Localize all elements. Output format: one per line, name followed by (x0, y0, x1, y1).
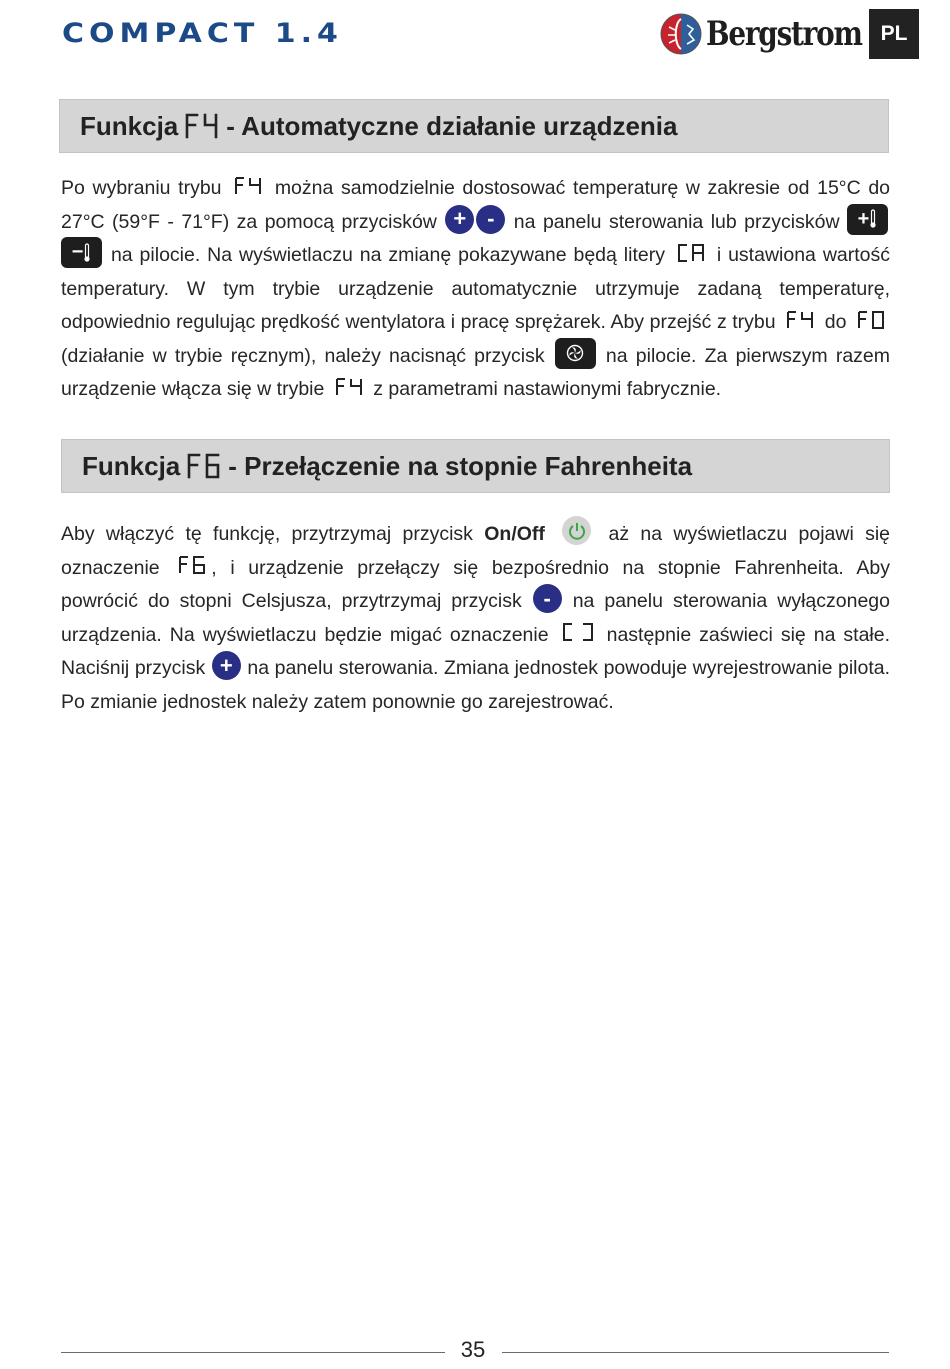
footer-rule-left (61, 1352, 445, 1353)
panel-minus-button-icon: - (533, 584, 562, 613)
segment-display-ca-icon (676, 243, 706, 263)
segment-display-f4-icon (785, 310, 815, 330)
text-fragment: następnie zaświeci się na stałe. Naciśnij przycisk (61, 623, 891, 679)
text-fragment: na panelu sterowania lub przycisków (513, 210, 840, 233)
text-fragment: aż na wyświetlaczu pojawi się oznaczenie (61, 523, 891, 579)
text-fragment: (działanie w trybie ręcznym), należy nacisnąć przycisk (61, 344, 545, 367)
panel-plus-button-icon: + (212, 651, 241, 680)
fan-icon (566, 344, 584, 362)
page-number: 35 (460, 1337, 486, 1362)
brand-globe-icon (660, 13, 702, 55)
plus-symbol: + (857, 207, 870, 230)
segment-display-f0-icon (856, 310, 886, 330)
segment-display-c-icon (561, 622, 595, 642)
thermometer-icon (83, 243, 91, 263)
page-header (0, 0, 950, 70)
segment-display-f4-icon (334, 377, 364, 397)
text-fragment: można samodzielnie dostosować temperaturę w zakresie od 15°C do 27°C (59°F - 71°F) za pomocą przycisków (61, 177, 891, 233)
section-title-prefix: Funkcja (82, 450, 181, 481)
on-off-label: On/Off (484, 523, 545, 545)
section-title-prefix: Funkcja (80, 110, 179, 141)
brand-name: Bergstrom (706, 14, 862, 54)
segment-display-f4-icon (184, 113, 220, 139)
power-icon (567, 521, 587, 541)
section-title-f6 (61, 439, 890, 493)
section-title-f4 (59, 99, 889, 153)
text-fragment: na pilocie. Na wyświetlaczu na zmianę pokazywane będą litery (110, 244, 665, 266)
text-fragment: na pilocie. Za pierwszym razem urządzenie włącza się w trybie (61, 344, 891, 400)
section-f6-body (61, 518, 890, 719)
power-button-icon (562, 516, 591, 545)
remote-fan-button-icon (555, 338, 596, 369)
section-f4-body (61, 172, 890, 407)
section-title-suffix: - Automatyczne działanie urządzenia (226, 110, 678, 141)
footer-rule-right (502, 1352, 889, 1353)
brand-logo (660, 10, 896, 58)
text-fragment: do (824, 311, 847, 333)
segment-display-f6-icon (186, 453, 222, 479)
section-title-suffix: - Przełączenie na stopnie Fahrenheita (228, 450, 693, 481)
panel-minus-button-icon: - (476, 205, 505, 234)
text-fragment: na panelu sterowania. Zmiana jednostek powoduje wyrejestrowanie pilota. Po zmianie jednostek należy zatem ponownie go zarejestrować. (61, 657, 891, 713)
segment-display-f6-icon (177, 555, 207, 575)
text-fragment: Po wybraniu trybu (61, 177, 222, 199)
segment-display-f4-icon (233, 176, 263, 196)
remote-temp-minus-button-icon (61, 237, 102, 268)
text-fragment: z parametrami nastawionymi fabrycznie. (373, 378, 722, 400)
panel-plus-button-icon: + (445, 205, 474, 234)
language-badge: PL (869, 9, 919, 59)
text-fragment: , i urządzenie przełączy się bezpośrednio na stopnie Fahrenheita. Aby powrócić do stopni Celsjusza, przytrzymaj przycisk (61, 556, 890, 612)
text-fragment: Aby włączyć tę funkcję, przytrzymaj przycisk (61, 523, 473, 545)
text-fragment: i ustawiona wartość temperatury. W tym trybie urządzenie automatycznie utrzymuje zadaną temperaturę, odpowiednio regulując prędkość wentylatora i pracę sprężarek. Aby przejść z trybu (61, 244, 891, 333)
document-title: COMPACT 1.4 (62, 18, 343, 49)
remote-temp-plus-button-icon (847, 204, 888, 235)
thermometer-icon (869, 209, 877, 229)
text-fragment: na panelu sterowania wyłączonego urządzenia. Na wyświetlaczu będzie migać oznaczenie (61, 590, 890, 646)
minus-symbol: − (71, 241, 84, 264)
